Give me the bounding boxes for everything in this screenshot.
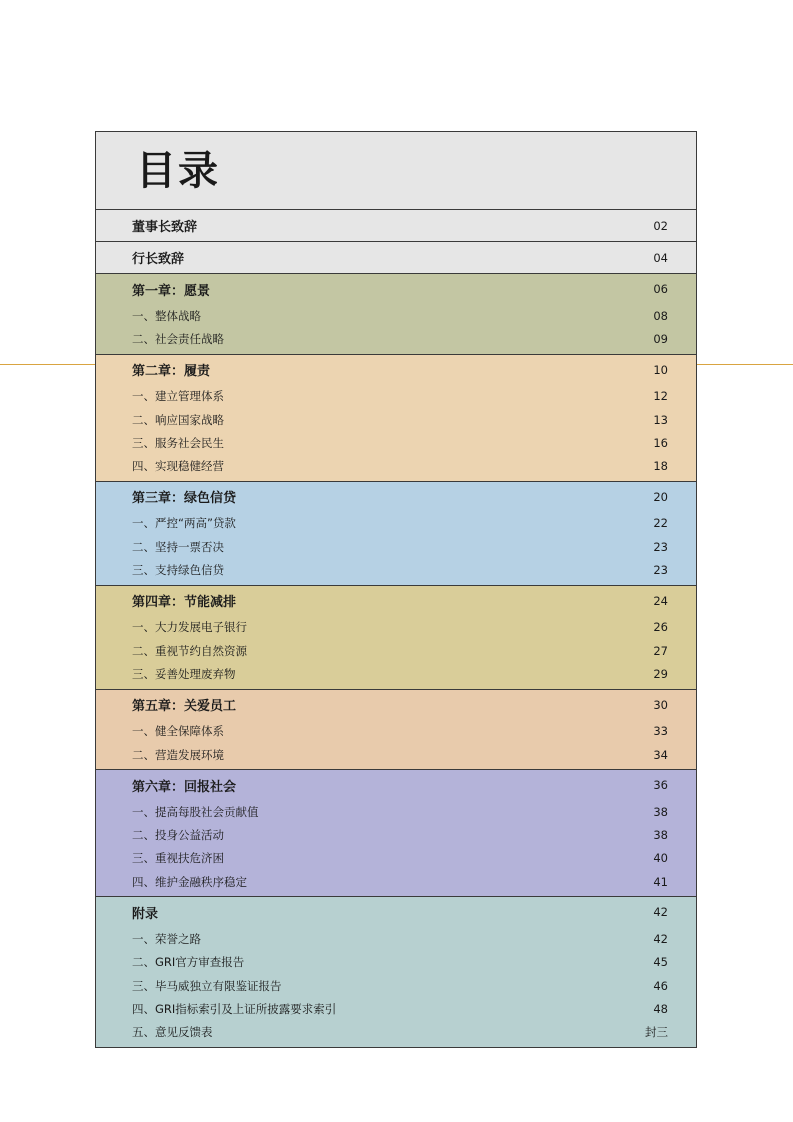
toc-section [96,242,696,274]
entry-label: 一、整体战略 [132,308,201,323]
section-padding [96,582,696,585]
toc-section [96,690,696,771]
toc-entry-row[interactable] [96,535,696,558]
toc-chapter-row[interactable] [96,355,696,385]
entry-page-number: 封三 [645,1025,668,1040]
entry-page-number: 27 [653,643,668,658]
entry-page-number: 12 [653,389,668,404]
chapter-page-number: 06 [653,282,668,296]
toc-entry-row[interactable] [96,997,696,1020]
toc-entry-row[interactable] [96,951,696,974]
section-padding [96,686,696,689]
toc-section [96,586,696,690]
toc-chapter-row[interactable] [96,897,696,927]
entry-page-number: 22 [653,516,668,531]
toc-entry-row[interactable] [96,870,696,893]
entry-label: 四、维护金融秩序稳定 [132,874,247,889]
toc-entry-row[interactable] [96,304,696,327]
entry-page-number: 13 [653,412,668,427]
toc-section [96,770,696,897]
toc-entry-row[interactable] [96,823,696,846]
entry-label: 二、投身公益活动 [132,828,224,843]
toc-entry-row[interactable] [96,1021,696,1044]
entry-page-number: 33 [653,724,668,739]
entry-page-number: 29 [653,666,668,681]
toc-entry-row[interactable] [96,743,696,766]
entry-page-number: 40 [653,851,668,866]
chapter-page-number: 04 [653,250,668,265]
chapter-title: 第四章：节能减排 [132,595,237,611]
entry-label: 三、妥善处理废弃物 [132,666,236,681]
section-padding [96,893,696,896]
entry-page-number: 16 [653,435,668,450]
toc-entry-row[interactable] [96,558,696,581]
entry-label: 二、社会责任战略 [132,331,224,346]
toc-chapter-row[interactable] [96,482,696,512]
entry-label: 一、严控“两高”贷款 [132,516,236,531]
entry-label: 三、重视扶危济困 [132,851,224,866]
toc-sections [96,210,696,1047]
entry-label: 三、毕马威独立有限鉴证报告 [132,978,282,993]
entry-page-number: 38 [653,804,668,819]
chapter-title: 第二章：履责 [132,364,211,380]
entry-label: 一、建立管理体系 [132,389,224,404]
chapter-page-number: 10 [653,362,668,377]
chapter-title: 第三章：绿色信贷 [132,491,237,507]
toc-chapter-row[interactable] [96,586,696,616]
toc-entry-row[interactable] [96,385,696,408]
toc-section [96,355,696,482]
toc-entry-row[interactable] [96,720,696,743]
chapter-title: 行长致辞 [132,252,185,267]
entry-page-number: 38 [653,828,668,843]
entry-label: 二、坚持一票否决 [132,539,224,554]
toc-title-box [96,132,696,210]
chapter-page-number: 42 [653,905,668,920]
entry-label: 二、GRI官方审查报告 [132,955,245,970]
chapter-page-number: 30 [653,697,668,712]
entry-label: 二、营造发展环境 [132,747,224,762]
entry-label: 二、响应国家战略 [132,412,224,427]
entry-label: 一、健全保障体系 [132,724,224,739]
toc-entry-row[interactable] [96,512,696,535]
entry-page-number: 18 [653,459,668,474]
toc-entry-row[interactable] [96,431,696,454]
toc-section [96,210,696,242]
page-title: 目录 [136,147,220,194]
toc-entry-row[interactable] [96,927,696,950]
chapter-page-number: 20 [653,489,668,504]
toc-section [96,897,696,1046]
entry-label: 四、GRI指标索引及上证所披露要求索引 [132,1001,337,1016]
chapter-title: 董事长致辞 [132,220,198,235]
entry-page-number: 45 [653,955,668,970]
toc-section [96,482,696,586]
entry-label: 二、重视节约自然资源 [132,643,247,658]
toc-entry-row[interactable] [96,616,696,639]
chapter-title: 第五章：关爱员工 [132,699,237,715]
entry-page-number: 09 [653,331,668,346]
entry-page-number: 23 [653,539,668,554]
entry-page-number: 42 [653,931,668,946]
entry-label: 四、实现稳健经营 [132,459,224,474]
toc-entry-row[interactable] [96,847,696,870]
section-padding [96,1044,696,1047]
entry-page-number: 26 [653,620,668,635]
chapter-title: 第六章：回报社会 [132,779,237,795]
decorative-rule-left [0,364,96,365]
toc-entry-row[interactable] [96,974,696,997]
toc-entry-row[interactable] [96,639,696,662]
chapter-page-number: 02 [653,218,668,233]
toc-chapter-row[interactable] [96,690,696,720]
entry-page-number: 41 [653,874,668,889]
chapter-page-number: 24 [653,593,668,608]
toc-section [96,274,696,355]
section-padding [96,766,696,769]
entry-label: 一、提高每股社会贡献值 [132,804,259,819]
entry-page-number: 08 [653,308,668,323]
entry-page-number: 48 [653,1001,668,1016]
toc-entry-row[interactable] [96,408,696,431]
entry-page-number: 23 [653,563,668,578]
entry-label: 五、意见反馈表 [132,1025,213,1040]
toc-entry-row[interactable] [96,800,696,823]
entry-page-number: 46 [653,978,668,993]
toc-chapter-row[interactable] [96,274,696,304]
entry-label: 三、服务社会民生 [132,435,224,450]
entry-label: 一、大力发展电子银行 [132,620,247,635]
section-padding [96,351,696,354]
entry-label: 一、荣誉之路 [132,931,201,946]
table-of-contents [95,131,697,1048]
section-padding [96,478,696,481]
toc-entry-row[interactable] [96,662,696,685]
chapter-title: 附录 [132,906,159,922]
toc-chapter-row[interactable] [96,210,696,241]
entry-page-number: 34 [653,747,668,762]
chapter-title: 第一章：愿景 [132,283,211,299]
entry-label: 三、支持绿色信贷 [132,563,224,578]
toc-chapter-row[interactable] [96,770,696,800]
chapter-page-number: 36 [653,778,668,793]
decorative-rule-right [697,364,793,365]
toc-entry-row[interactable] [96,454,696,477]
toc-entry-row[interactable] [96,327,696,350]
toc-chapter-row[interactable] [96,242,696,273]
